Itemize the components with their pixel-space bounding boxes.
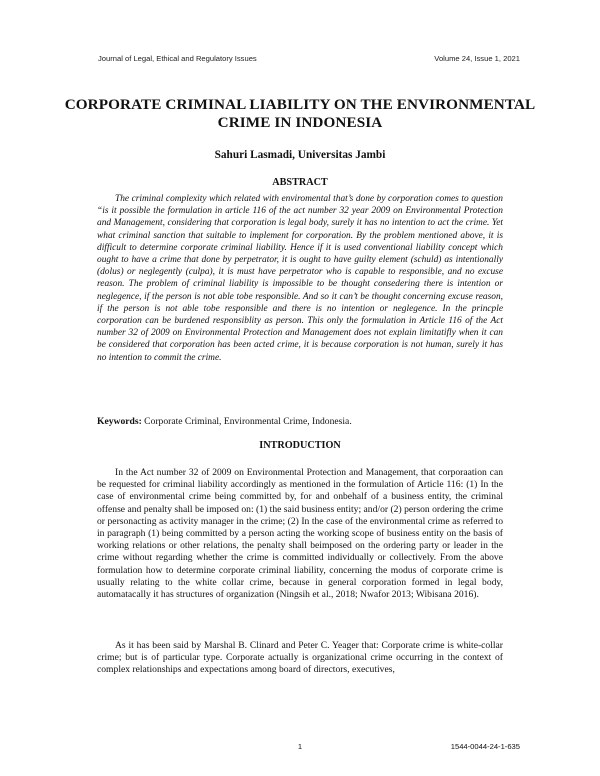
keywords-text: Corporate Criminal, Environmental Crime, Indonesia.: [141, 416, 352, 427]
abstract-heading: ABSTRACT: [272, 177, 328, 188]
intro-paragraph-1: In the Act number 32 of 2009 on Environmental Protection and Management, that corporaation can be requested for criminal liability accordingly as mentioned in the formulation of Article 116: (1) In the case of environmental crime being committed by, for and onbehalf of a business entity, the criminal offense and penalty shall be imposed on: (1) the said business entity; and/or (2) person ordering the crime or personacting as activity manager in the crime; (2) In the case of the environmental crime as referred to in paragraph (1) being committed by a person acting the working scope of business entity on the basis of working relations or other relations, the penalty shall beimposed on the ordering party or leader in the crime without regarding whether the crime is committed individually or collectively. From the above formulation how to determine corporate criminal liability, concerning the modus of corporate crime is usually relating to the white collar crime, because in general corporation formed in legal body, automatacally it has structures of organization (Ningsih et al., 2018; Nwafor 2013; Wibisana 2016).: [97, 467, 503, 601]
author-line: Sahuri Lasmadi, Universitas Jambi: [214, 149, 386, 161]
keywords-label: Keywords:: [97, 416, 142, 427]
intro-paragraph-2: As it has been said by Marshal B. Clinard and Peter C. Yeager that: Corporate crime is white-collar crime; but is of particular type. Corporate actually is organizational crime occurring in the context of complex relationships and expectations among board of directors, executives,: [97, 640, 503, 676]
document-id: 1544-0044-24-1-635: [450, 742, 520, 751]
paper-title: CORPORATE CRIMINAL LIABILITY ON THE ENVIRONMENTAL CRIME IN INDONESIA: [64, 96, 536, 131]
introduction-heading: INTRODUCTION: [259, 440, 341, 451]
keywords-line: [97, 416, 503, 427]
issue-info: Volume 24, Issue 1, 2021: [434, 54, 520, 63]
page-number: 1: [297, 742, 303, 751]
journal-name: Journal of Legal, Ethical and Regulatory Issues: [98, 54, 257, 63]
abstract-text: The criminal complexity which related with enviromental that’s done by corporation comes to question “is it possible the formulation in article 116 of the act number 32 year 2009 on Environmental Protection and Management, considering that corporation is legal body, surely it has no intention to act the crime. Yet what criminal sanction that suitable to implement for corporation. By the problem mentioned above, it is difficult to determine corporate criminal liability. Hence if it is used conventional liability concept which ought to have a crime that done by perpetrator, it is ought to have guilty element (schuld) as intentionally (dolus) or neglegently (culpa), it is must have perpetrator who is capable to responsible, and no excuse reason. The problem of criminal liability is impossible to be thought consedering there is intention or neglegence, if the person is not able tobe responsible. And so it can’t be thought concerning excuse reason, if the person is not able tobe responsible and there is no intention or neglegence. In the princple corporation can be burdened responsiblity as person. This only the formulation in Article 116 of the Act number 32 of 2009 on Environmental Protection and Management does not explain limitatifly when it can be considered that corporation has been acted crime, it is because corporation is not human, surely it has no intention to commit the crime.: [97, 194, 503, 363]
